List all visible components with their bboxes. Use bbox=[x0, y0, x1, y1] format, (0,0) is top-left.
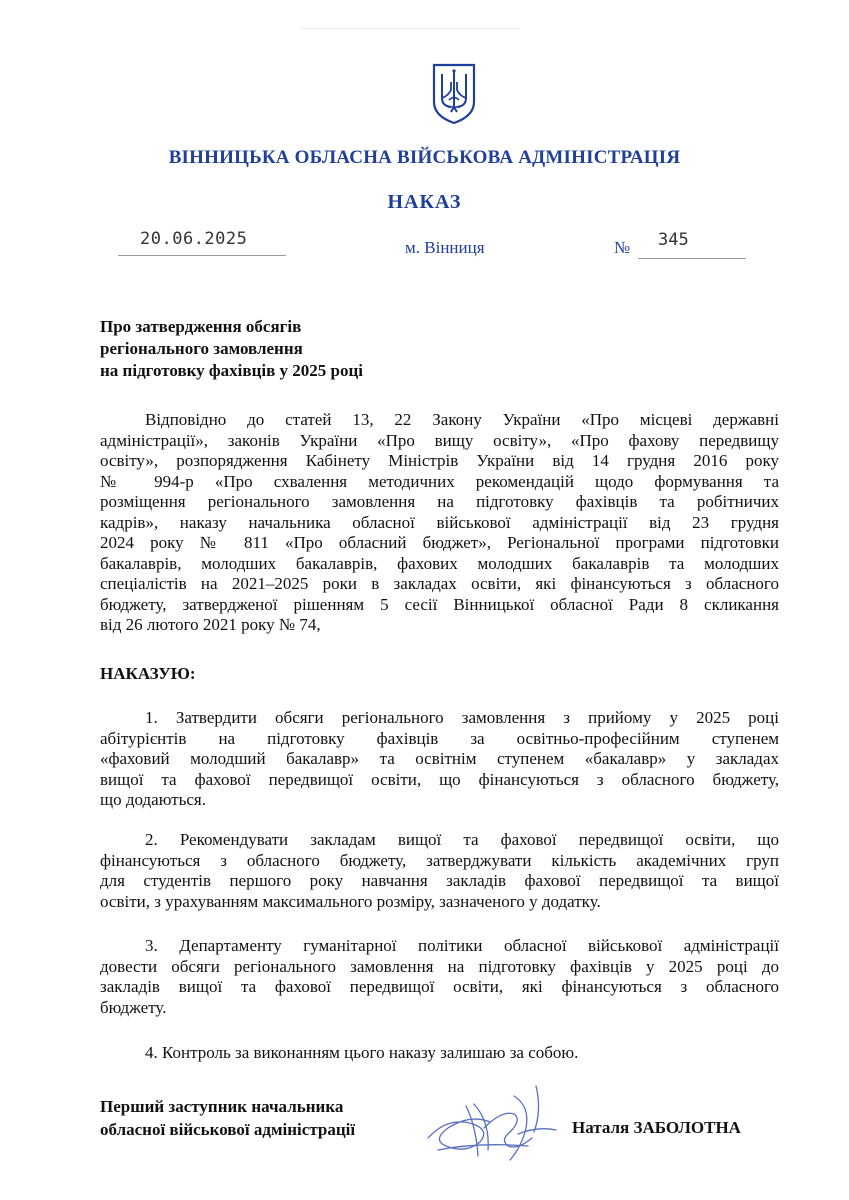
number-underline bbox=[638, 258, 746, 259]
coat-of-arms-trident-icon bbox=[431, 62, 477, 126]
item-line: 2. Рекомендувати закладам вищої та фахової передвищої освіти, що bbox=[145, 830, 779, 849]
preamble-line: адміністрації», законів України «Про вищу освіту», «Про фахову передвищу bbox=[100, 430, 779, 450]
item-line: 1. Затвердити обсяги регіонального замовлення з прийому у 2025 році bbox=[145, 708, 779, 727]
preamble-line: № 994-р «Про схвалення методичних рекомендацій щодо формування та bbox=[100, 471, 779, 491]
order-item-3 bbox=[100, 936, 779, 1018]
item-line: абітурієнтів на підготовку фахівців за освітньо-професійним ступенем bbox=[100, 728, 779, 748]
preamble-line: 2024 року № 811 «Про обласний бюджет», Регіональної програми підготовки bbox=[100, 533, 779, 552]
item-line: 3. Департаменту гуманітарної політики обласної військової адміністрації bbox=[145, 936, 779, 955]
scan-artifact-line bbox=[300, 28, 520, 29]
signatory-name: Наталя ЗАБОЛОТНА bbox=[572, 1118, 741, 1137]
item-line: бюджету. bbox=[100, 997, 167, 1017]
preamble-line: бакалаврів, молодших бакалаврів, фахових молодших бакалаврів та молодших bbox=[100, 553, 779, 573]
item-line: «фаховий молодший бакалавр» та освітнім ступенем «бакалавр» у закладах bbox=[100, 749, 779, 768]
subject-line: Про затвердження обсягів bbox=[100, 317, 302, 336]
position-line: Перший заступник начальника bbox=[100, 1097, 344, 1116]
preamble-line: бюджету, затвердженої рішенням 5 сесії Вінницької обласної Ради 8 скликання bbox=[100, 594, 779, 614]
item-line: фінансуються з обласного бюджету, затверджувати кількість академічних груп bbox=[100, 850, 779, 870]
order-item-2 bbox=[100, 830, 779, 912]
order-subject bbox=[100, 316, 363, 382]
date-underline bbox=[118, 255, 286, 256]
document-number: 345 bbox=[658, 230, 689, 250]
item-line: 4. Контроль за виконанням цього наказу залишаю за собою. bbox=[145, 1043, 579, 1062]
document-date: 20.06.2025 bbox=[140, 229, 248, 249]
item-line: довести обсяги регіонального замовлення на підготовку фахівців у 2025 році до bbox=[100, 956, 779, 976]
document-type-title: НАКАЗ bbox=[387, 191, 462, 213]
item-line: вищої та фахової передвищої освіти, що фінансуються з обласного бюджету, bbox=[100, 769, 779, 789]
item-line: закладів вищої та фахової передвищої освіти, які фінансуються з обласного bbox=[100, 977, 779, 996]
order-item-4 bbox=[100, 1043, 779, 1064]
organization-name: ВІННИЦЬКА ОБЛАСНА ВІЙСЬКОВА АДМІНІСТРАЦІЯ bbox=[168, 147, 681, 168]
item-line: освіти, з урахуванням максимального розміру, зазначеного у додатку. bbox=[100, 891, 601, 911]
number-sign: № bbox=[614, 238, 631, 257]
preamble-line: від 26 лютого 2021 року № 74, bbox=[100, 615, 321, 634]
subject-line: регіонального замовлення bbox=[100, 339, 303, 358]
handwritten-signature-icon bbox=[418, 1076, 568, 1168]
position-line: обласної військової адміністрації bbox=[100, 1120, 356, 1139]
item-line: що додаються. bbox=[100, 790, 206, 809]
preamble-paragraph bbox=[100, 410, 779, 636]
document-city: м. Вінниця bbox=[405, 238, 485, 257]
preamble-line: Відповідно до статей 13, 22 Закону України «Про місцеві державні bbox=[145, 410, 779, 429]
signatory-position bbox=[100, 1095, 355, 1141]
preamble-line: кадрів», наказу начальника обласної військової адміністрації від 23 грудня bbox=[100, 512, 779, 532]
item-line: для студентів першого року навчання закладів фахової передвищої та вищої bbox=[100, 871, 779, 890]
preamble-line: спеціалістів на 2021–2025 роки в закладах освіти, які фінансуються з обласного bbox=[100, 574, 779, 593]
order-directive-heading: НАКАЗУЮ: bbox=[100, 664, 196, 683]
order-item-1 bbox=[100, 708, 779, 811]
preamble-line: освіту», розпорядження Кабінету Міністрів України від 14 грудня 2016 року bbox=[100, 451, 779, 470]
subject-line: на підготовку фахівців у 2025 році bbox=[100, 361, 364, 380]
preamble-line: розміщення регіонального замовлення на підготовку фахівців та робітничих bbox=[100, 492, 779, 511]
